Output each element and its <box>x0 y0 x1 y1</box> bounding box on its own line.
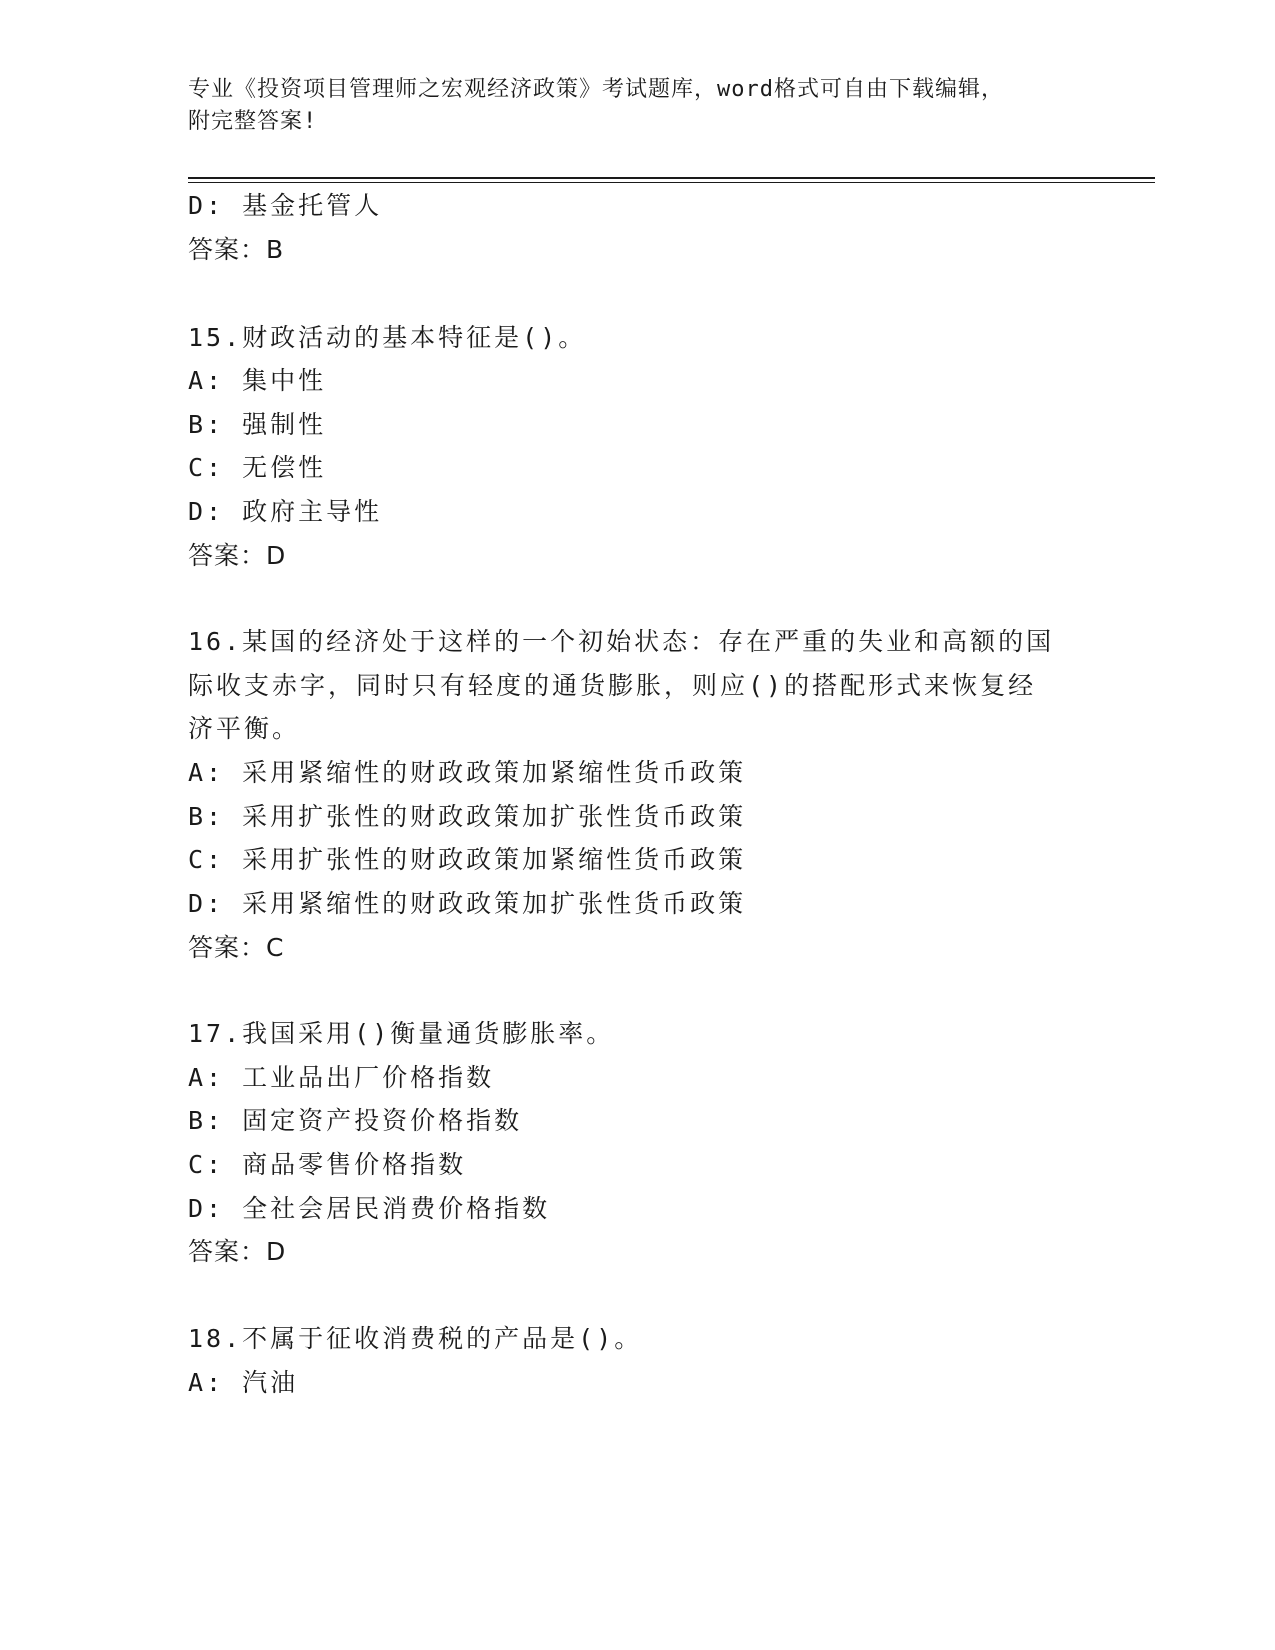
header-divider-thin <box>188 182 1155 183</box>
q16-answer: 答案：C <box>188 933 285 962</box>
q17-option-d: D: 全社会居民消费价格指数 <box>188 1194 551 1223</box>
q16-stem-line-1: 16.某国的经济处于这样的一个初始状态：存在严重的失业和高额的国 <box>188 627 1055 656</box>
q16-option-b: B: 采用扩张性的财政政策加扩张性货币政策 <box>188 802 747 831</box>
header-divider-thick <box>188 177 1155 179</box>
q18-stem: 18.不属于征收消费税的产品是()。 <box>188 1324 643 1353</box>
document-header <box>188 74 1088 138</box>
q15-option-c: C: 无偿性 <box>188 453 327 482</box>
q15-answer: 答案：D <box>188 541 287 570</box>
prev-answer: 答案：B <box>188 235 285 264</box>
q18-option-a: A: 汽油 <box>188 1368 299 1397</box>
q17-answer: 答案：D <box>188 1237 287 1266</box>
q17-stem: 17.我国采用()衡量通货膨胀率。 <box>188 1019 615 1048</box>
q15-stem: 15.财政活动的基本特征是()。 <box>188 323 587 352</box>
q16-stem-line-3: 济平衡。 <box>188 714 301 743</box>
q16-option-a: A: 采用紧缩性的财政政策加紧缩性货币政策 <box>188 758 747 787</box>
q17-option-b: B: 固定资产投资价格指数 <box>188 1106 523 1135</box>
header-line-1: 专业《投资项目管理师之宏观经济政策》考试题库，word格式可自由下载编辑， <box>188 77 1004 102</box>
q17-option-c: C: 商品零售价格指数 <box>188 1150 467 1179</box>
q15-option-d: D: 政府主导性 <box>188 497 383 526</box>
q15-option-a: A: 集中性 <box>188 366 327 395</box>
q16-option-c: C: 采用扩张性的财政政策加紧缩性货币政策 <box>188 845 747 874</box>
header-line-2: 附完整答案! <box>188 109 318 134</box>
q16-stem-line-2: 际收支赤字，同时只有轻度的通货膨胀，则应()的搭配形式来恢复经 <box>188 671 1037 700</box>
q17-option-a: A: 工业品出厂价格指数 <box>188 1063 495 1092</box>
prev-option-d: D: 基金托管人 <box>188 191 383 220</box>
q15-option-b: B: 强制性 <box>188 410 327 439</box>
q16-option-d: D: 采用紧缩性的财政政策加扩张性货币政策 <box>188 889 747 918</box>
